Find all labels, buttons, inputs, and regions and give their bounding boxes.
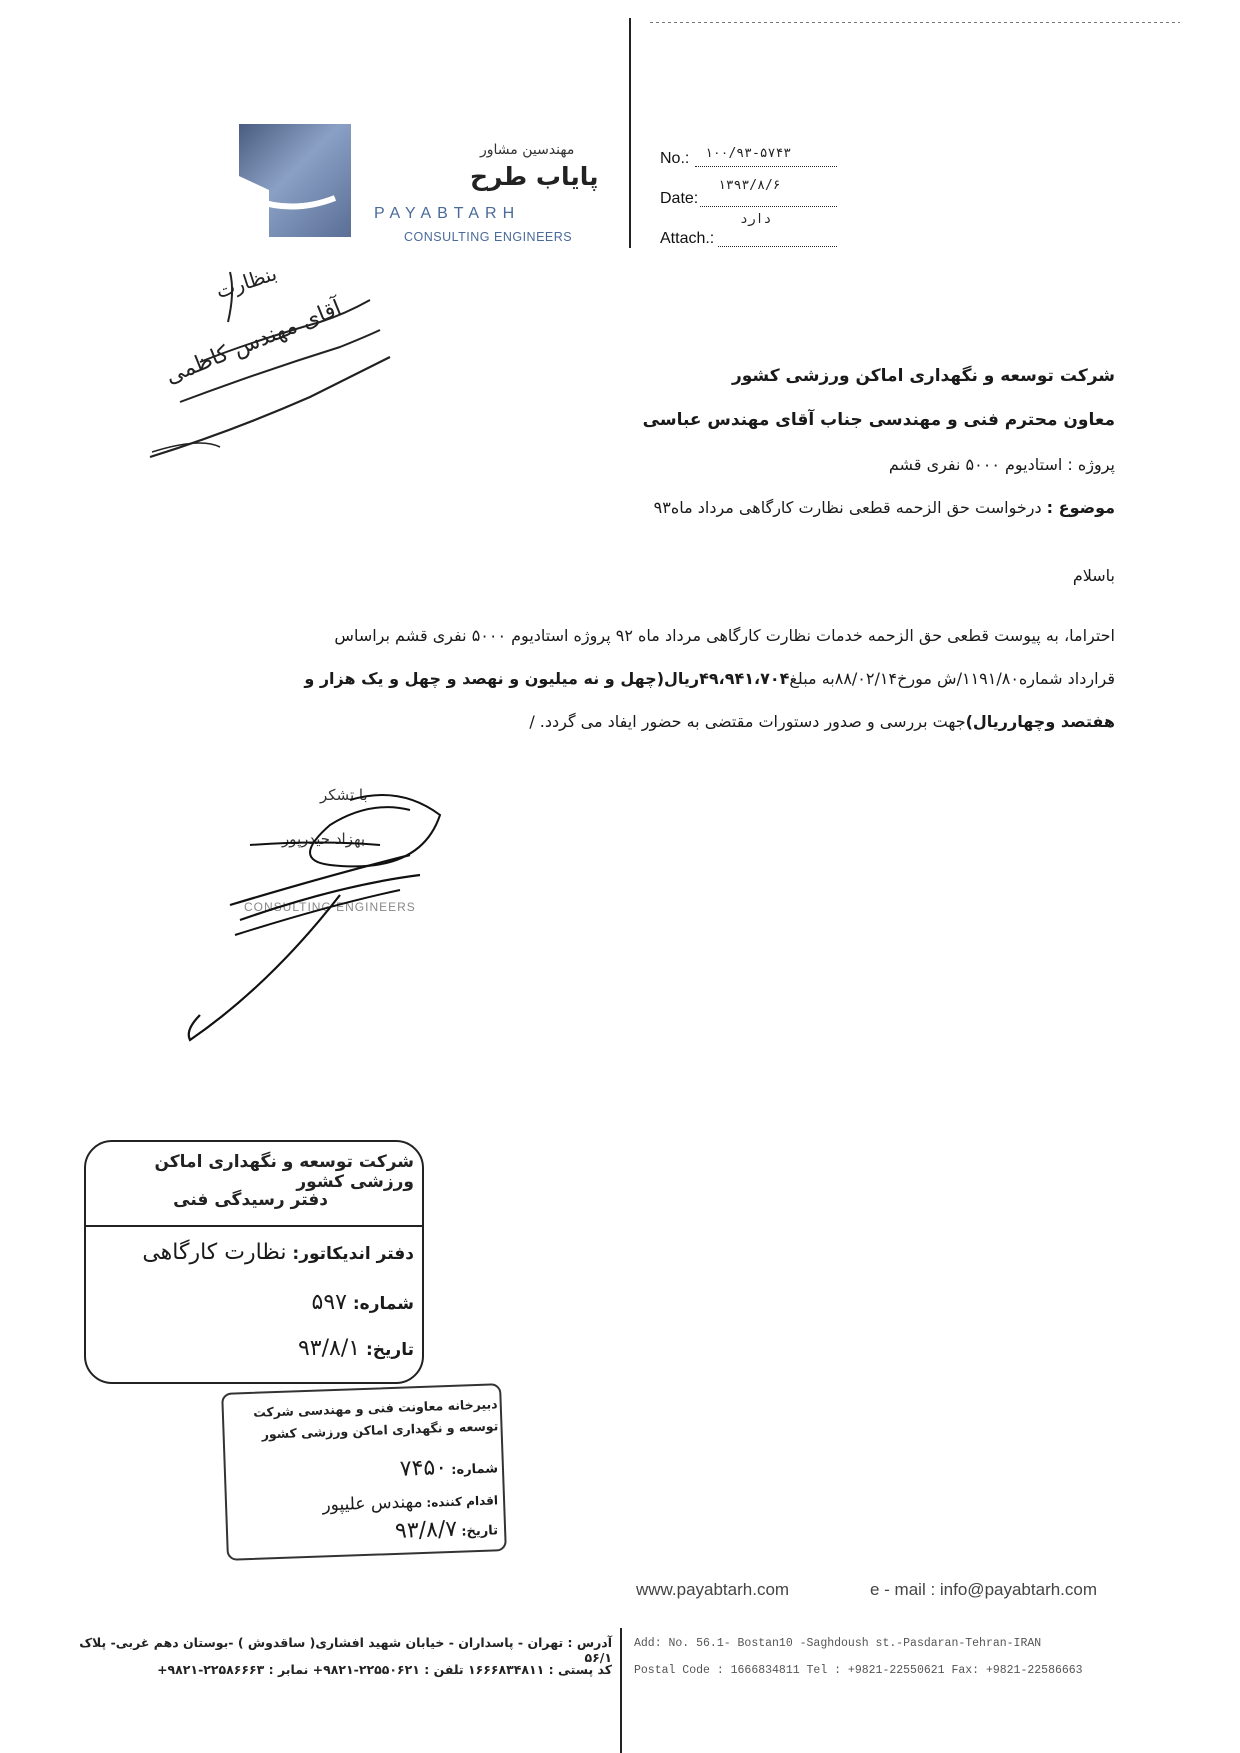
stamp1-org: شرکت توسعه و نگهداری اماکن ورزشی کشور xyxy=(154,1152,414,1192)
recipient-company: شرکت توسعه و نگهداری اماکن ورزشی کشور xyxy=(731,366,1115,386)
stamp1-coordinator-value: نظارت کارگاهی xyxy=(142,1240,287,1265)
header-divider xyxy=(629,18,631,248)
stamp1-coordinator xyxy=(88,1240,414,1265)
firm-subtitle: CONSULTING ENGINEERS xyxy=(404,230,573,244)
body-line-2-plain: قرارداد شماره۱۱۹۱/۸۰/ش مورخ۸۸/۰۲/۱۴به مبلغ xyxy=(789,669,1115,688)
stamp1-date xyxy=(88,1336,414,1361)
project-line: پروژه : استادیوم ۵۰۰۰ نفری قشم xyxy=(888,455,1115,474)
footer-email-link[interactable]: e - mail : info@payabtarh.com xyxy=(870,1580,1098,1599)
handwritten-note-line2: آقای مهندس کاظمی xyxy=(162,295,346,390)
body-line-2 xyxy=(185,657,1115,700)
logo-sweep-graphic xyxy=(239,176,351,237)
stamp1-number-label: شماره: xyxy=(352,1294,414,1314)
stamp1-date-value: ۹۳/۸/۱ xyxy=(297,1336,361,1361)
footer-contact-fa: کد پستی : ۱۶۶۶۸۳۴۸۱۱ تلفن : ۲۲۵۵۰۶۲۱-۹۸۲۱+ نمابر : ۲۲۵۸۶۶۶۳-۹۸۲۱+ xyxy=(157,1662,612,1677)
footer-contact-en: Postal Code : 1666834811 Tel : +9821-22550621 Fax: +9821-22586663 xyxy=(634,1664,1083,1677)
stamp2-action-label: اقدام کننده: xyxy=(426,1493,499,1510)
signer-name: بهزاد حیدرپور xyxy=(282,830,366,848)
stamp2-org: دبیرخانه معاونت فنی و مهندسی شرکت توسعه و نگهداری اماکن ورزشی کشور xyxy=(252,1396,499,1442)
receipt-stamp-divider xyxy=(84,1225,422,1227)
greeting: باسلام xyxy=(1072,566,1115,585)
firm-name-latin: PAYABTARH xyxy=(374,205,521,222)
attach-label: Attach.: xyxy=(660,230,715,247)
body-line-3 xyxy=(185,700,1115,743)
date-value: ۱۳۹۳/۸/۶ xyxy=(718,178,781,193)
closing-text: با تشکر xyxy=(320,786,368,804)
body-line-1: احتراما، به پیوست قطعی حق الزحمه خدمات نظارت کارگاهی مرداد ماه ۹۲ پروژه استادیوم ۵۰۰۰ نفری قشم براساس xyxy=(334,626,1115,645)
stamp2-number-label: شماره: xyxy=(451,1461,499,1478)
attach-field xyxy=(718,230,837,247)
date-label: Date: xyxy=(660,190,699,207)
footer-address-en: Add: No. 56.1- Bostan10 -Saghdoush st.-Pasdaran-Tehran-IRAN xyxy=(634,1637,1042,1650)
body-amount-words: هفتصد وچهارریال) xyxy=(965,712,1115,731)
subject-label: موضوع : xyxy=(1046,498,1115,517)
handwritten-signature xyxy=(180,765,460,1045)
attach-value: دارد xyxy=(740,212,772,227)
body-amount: ۴۹،۹۴۱،۷۰۴ریال(چهل و نه میلیون و نهصد و چهل و یک هزار و xyxy=(304,669,790,688)
body-line-3-plain: جهت بررسی و صدور دستورات مقتضی به حضور ایفاد می گردد. / xyxy=(529,712,966,731)
footer-address-fa: آدرس : تهران - پاسداران - خیابان شهید افشاری( ساقدوش ) -بوستان دهم غربی- پلاک ۵۶/۱ xyxy=(79,1635,612,1665)
firm-name-persian: پایاب طرح xyxy=(470,162,599,191)
stamp2-action-value: مهندس علیپور xyxy=(322,1491,423,1516)
stamp2-date-label: تاریخ: xyxy=(461,1523,499,1540)
stamp1-office: دفتر رسیدگی فنی xyxy=(173,1190,328,1210)
signature-stamp-sub: CONSULTING ENGINEERS xyxy=(244,900,416,914)
stamp2-number-value: ۷۴۵۰ xyxy=(399,1455,448,1482)
body-paragraph xyxy=(185,614,1115,743)
footer-divider xyxy=(620,1628,622,1753)
stamp1-number xyxy=(88,1290,414,1315)
no-value: ۱۰۰/۹۳-۵۷۴۳ xyxy=(705,146,792,161)
stamp1-number-value: ۵۹۷ xyxy=(311,1290,347,1315)
recipient-addressee: معاون محترم فنی و مهندسی جناب آقای مهندس عباسی xyxy=(642,410,1115,430)
handwritten-note-line1: بنظارت xyxy=(212,260,280,304)
stamp1-coordinator-label: دفتر اندیکاتور: xyxy=(292,1244,414,1264)
no-label: No.: xyxy=(660,150,690,167)
top-rule xyxy=(650,22,1180,23)
stamp2-date-value: ۹۳/۸/۷ xyxy=(394,1516,458,1544)
footer-website-link[interactable]: www.payabtarh.com xyxy=(636,1580,790,1599)
subject-text: درخواست حق الزحمه قطعی نظارت کارگاهی مرداد ماه۹۳ xyxy=(653,498,1042,517)
firm-type-label: مهندسین مشاور xyxy=(480,142,575,158)
stamp1-date-label: تاریخ: xyxy=(366,1340,414,1360)
subject-line xyxy=(654,498,1115,517)
